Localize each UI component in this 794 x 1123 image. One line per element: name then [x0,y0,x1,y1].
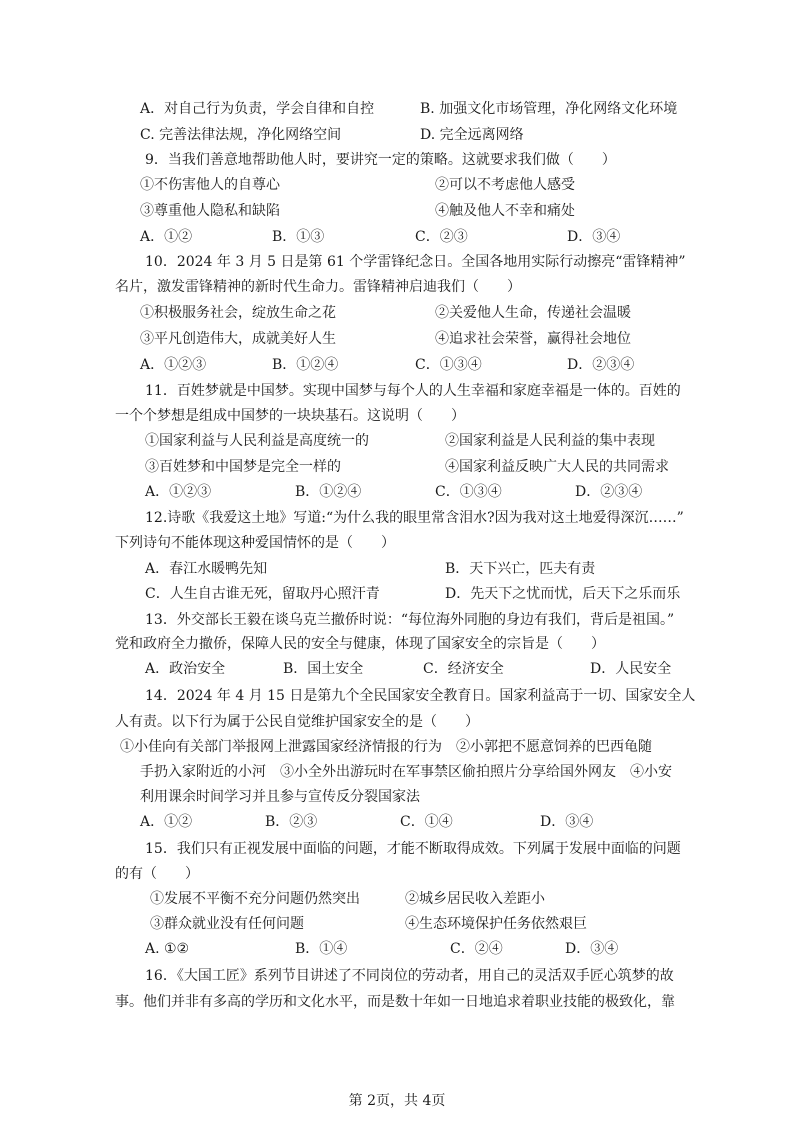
q15-item-2: ②城乡居民收入差距小 [405,891,545,907]
q12-option-b: B．天下兴亡，匹夫有责 [445,561,596,577]
q11-option-d: D．②③④ [575,484,643,500]
q14-items-line-3: 利用课余时间学习并且参与宣传反分裂国家法 [140,789,420,805]
q13-option-b: B．国土安全 [283,661,364,677]
q11-item-2: ②国家利益是人民利益的集中表现 [445,433,655,449]
q10-item-4: ④追求社会荣誉，赢得社会地位 [435,331,631,347]
q15-stem-line-2: 的有（ ） [115,866,199,882]
q9-item-2: ②可以不考虑他人感受 [435,177,575,193]
q14-items-line-1: ①小佳向有关部门举报网上泄露国家经济情报的行为 ②小郭把不愿意饲养的巴西龟随 [120,739,652,755]
q10-option-a: A．①②③ [140,357,207,373]
q9-option-b: B．①③ [272,229,325,245]
q10-item-1: ①积极服务社会，绽放生命之花 [140,305,336,321]
q13-option-a: A．政治安全 [145,661,226,677]
q10-item-3: ③平凡创造伟大，成就美好人生 [140,331,336,347]
q14-option-d: D．③④ [540,814,594,830]
q11-option-c: C．①③④ [435,484,502,500]
q15-stem-line-1: 15．我们只有正视发展中面临的问题，才能不断取得成效。下列属于发展中面临的问题 [145,841,681,857]
q9-option-d: D．③④ [567,229,621,245]
q11-stem-line-1: 11．百姓梦就是中国梦。实现中国梦与每个人的人生幸福和家庭幸福是一体的。百姓的 [145,383,681,399]
q10-option-c: C．①③④ [415,357,482,373]
q14-stem-line-1: 14．2024 年 4 月 15 日是第九个全民国家安全教育日。国家利益高于一切、国家安全人 [145,688,696,704]
page-footer: 第 2页，共 4页 [348,1093,446,1109]
q9-option-a: A．①② [140,229,193,245]
q13-stem-line-1: 13．外交部长王毅在谈乌克兰撤侨时说：“每位海外同胞的身边有我们，背后是祖国。” [145,612,675,628]
q11-item-4: ④国家利益反映广大人民的共同需求 [445,459,669,475]
q15-item-3: ③群众就业没有任何问题 [150,916,304,932]
q15-option-a: A. ①② [145,941,190,957]
q14-option-a: A．①② [140,814,193,830]
q12-option-c: C．人生自古谁无死，留取丹心照汗青 [145,586,380,602]
q9-option-c: C．②③ [415,229,468,245]
q15-option-d: D．③④ [565,941,619,957]
q8-option-a: A．对自己行为负责，学会自律和自控 [140,101,375,117]
q8-option-d: D. 完全远离网络 [420,127,524,143]
q12-option-a: A．春江水暖鸭先知 [145,561,268,577]
q10-option-d: D．②③④ [567,357,635,373]
q14-option-b: B．②③ [265,814,318,830]
q10-stem-line-1: 10．2024 年 3 月 5 日是第 61 个学雷锋纪念日。全国各地用实际行动擦亮“雷锋精神” [145,254,686,270]
q14-stem-line-2: 人有责。以下行为属于公民自觉维护国家安全的是（ ） [115,714,479,730]
q11-stem-line-2: 一个个梦想是组成中国梦的一块块基石。这说明（ ） [115,408,465,424]
q10-option-b: B．①②④ [272,357,339,373]
q16-stem-line-1: 16．《大国工匠》系列节目讲述了不同岗位的劳动者，用自己的灵活双手匠心筑梦的故 [145,968,674,984]
q9-item-1: ①不伤害他人的自尊心 [140,177,280,193]
q12-stem-line-1: 12.诗歌《我爱这土地》写道:“为什么我的眼里常含泪水?因为我对这土地爱得深沉……” [145,510,684,526]
q12-option-d: D．先天下之忧而忧，后天下之乐而乐 [445,586,681,602]
q9-item-4: ④触及他人不幸和痛处 [435,203,575,219]
q11-item-3: ③百姓梦和中国梦是完全一样的 [145,459,341,475]
q16-stem-line-2: 事。他们并非有多高的学历和文化水平，而是数十年如一日地追求着职业技能的极致化，靠 [115,994,675,1010]
q13-option-c: C．经济安全 [423,661,504,677]
q14-option-c: C．①④ [400,814,453,830]
q15-option-b: B．①④ [295,941,348,957]
q15-item-4: ④生态环境保护任务依然艰巨 [405,916,587,932]
q8-option-c: C. 完善法律法规，净化网络空间 [140,127,342,143]
q15-option-c: C．②④ [450,941,503,957]
q11-option-b: B．①②④ [295,484,362,500]
q13-option-d: D．人民安全 [590,661,672,677]
q9-stem: 9．当我们善意地帮助他人时，要讲究一定的策略。这就要求我们做（ ） [145,152,616,168]
q14-items-line-2: 手扔入家附近的小河 ③小全外出游玩时在军事禁区偷拍照片分享给国外网友 ④小安 [140,764,672,780]
q10-item-2: ②关爱他人生命，传递社会温暖 [435,305,631,321]
q13-stem-line-2: 党和政府全力撤侨，保障人民的安全与健康，体现了国家安全的宗旨是（ ） [115,636,605,652]
q8-option-b: B. 加强文化市场管理，净化网络文化环境 [420,101,678,117]
q10-stem-line-2: 名片，激发雷锋精神的新时代生命力。雷锋精神启迪我们（ ） [115,279,521,295]
q11-item-1: ①国家利益与人民利益是高度统一的 [145,433,369,449]
q15-item-1: ①发展不平衡不充分问题仍然突出 [150,891,360,907]
q11-option-a: A．①②③ [145,484,212,500]
q9-item-3: ③尊重他人隐私和缺陷 [140,203,280,219]
q12-stem-line-2: 下列诗句不能体现这种爱国情怀的是（ ） [115,535,395,551]
